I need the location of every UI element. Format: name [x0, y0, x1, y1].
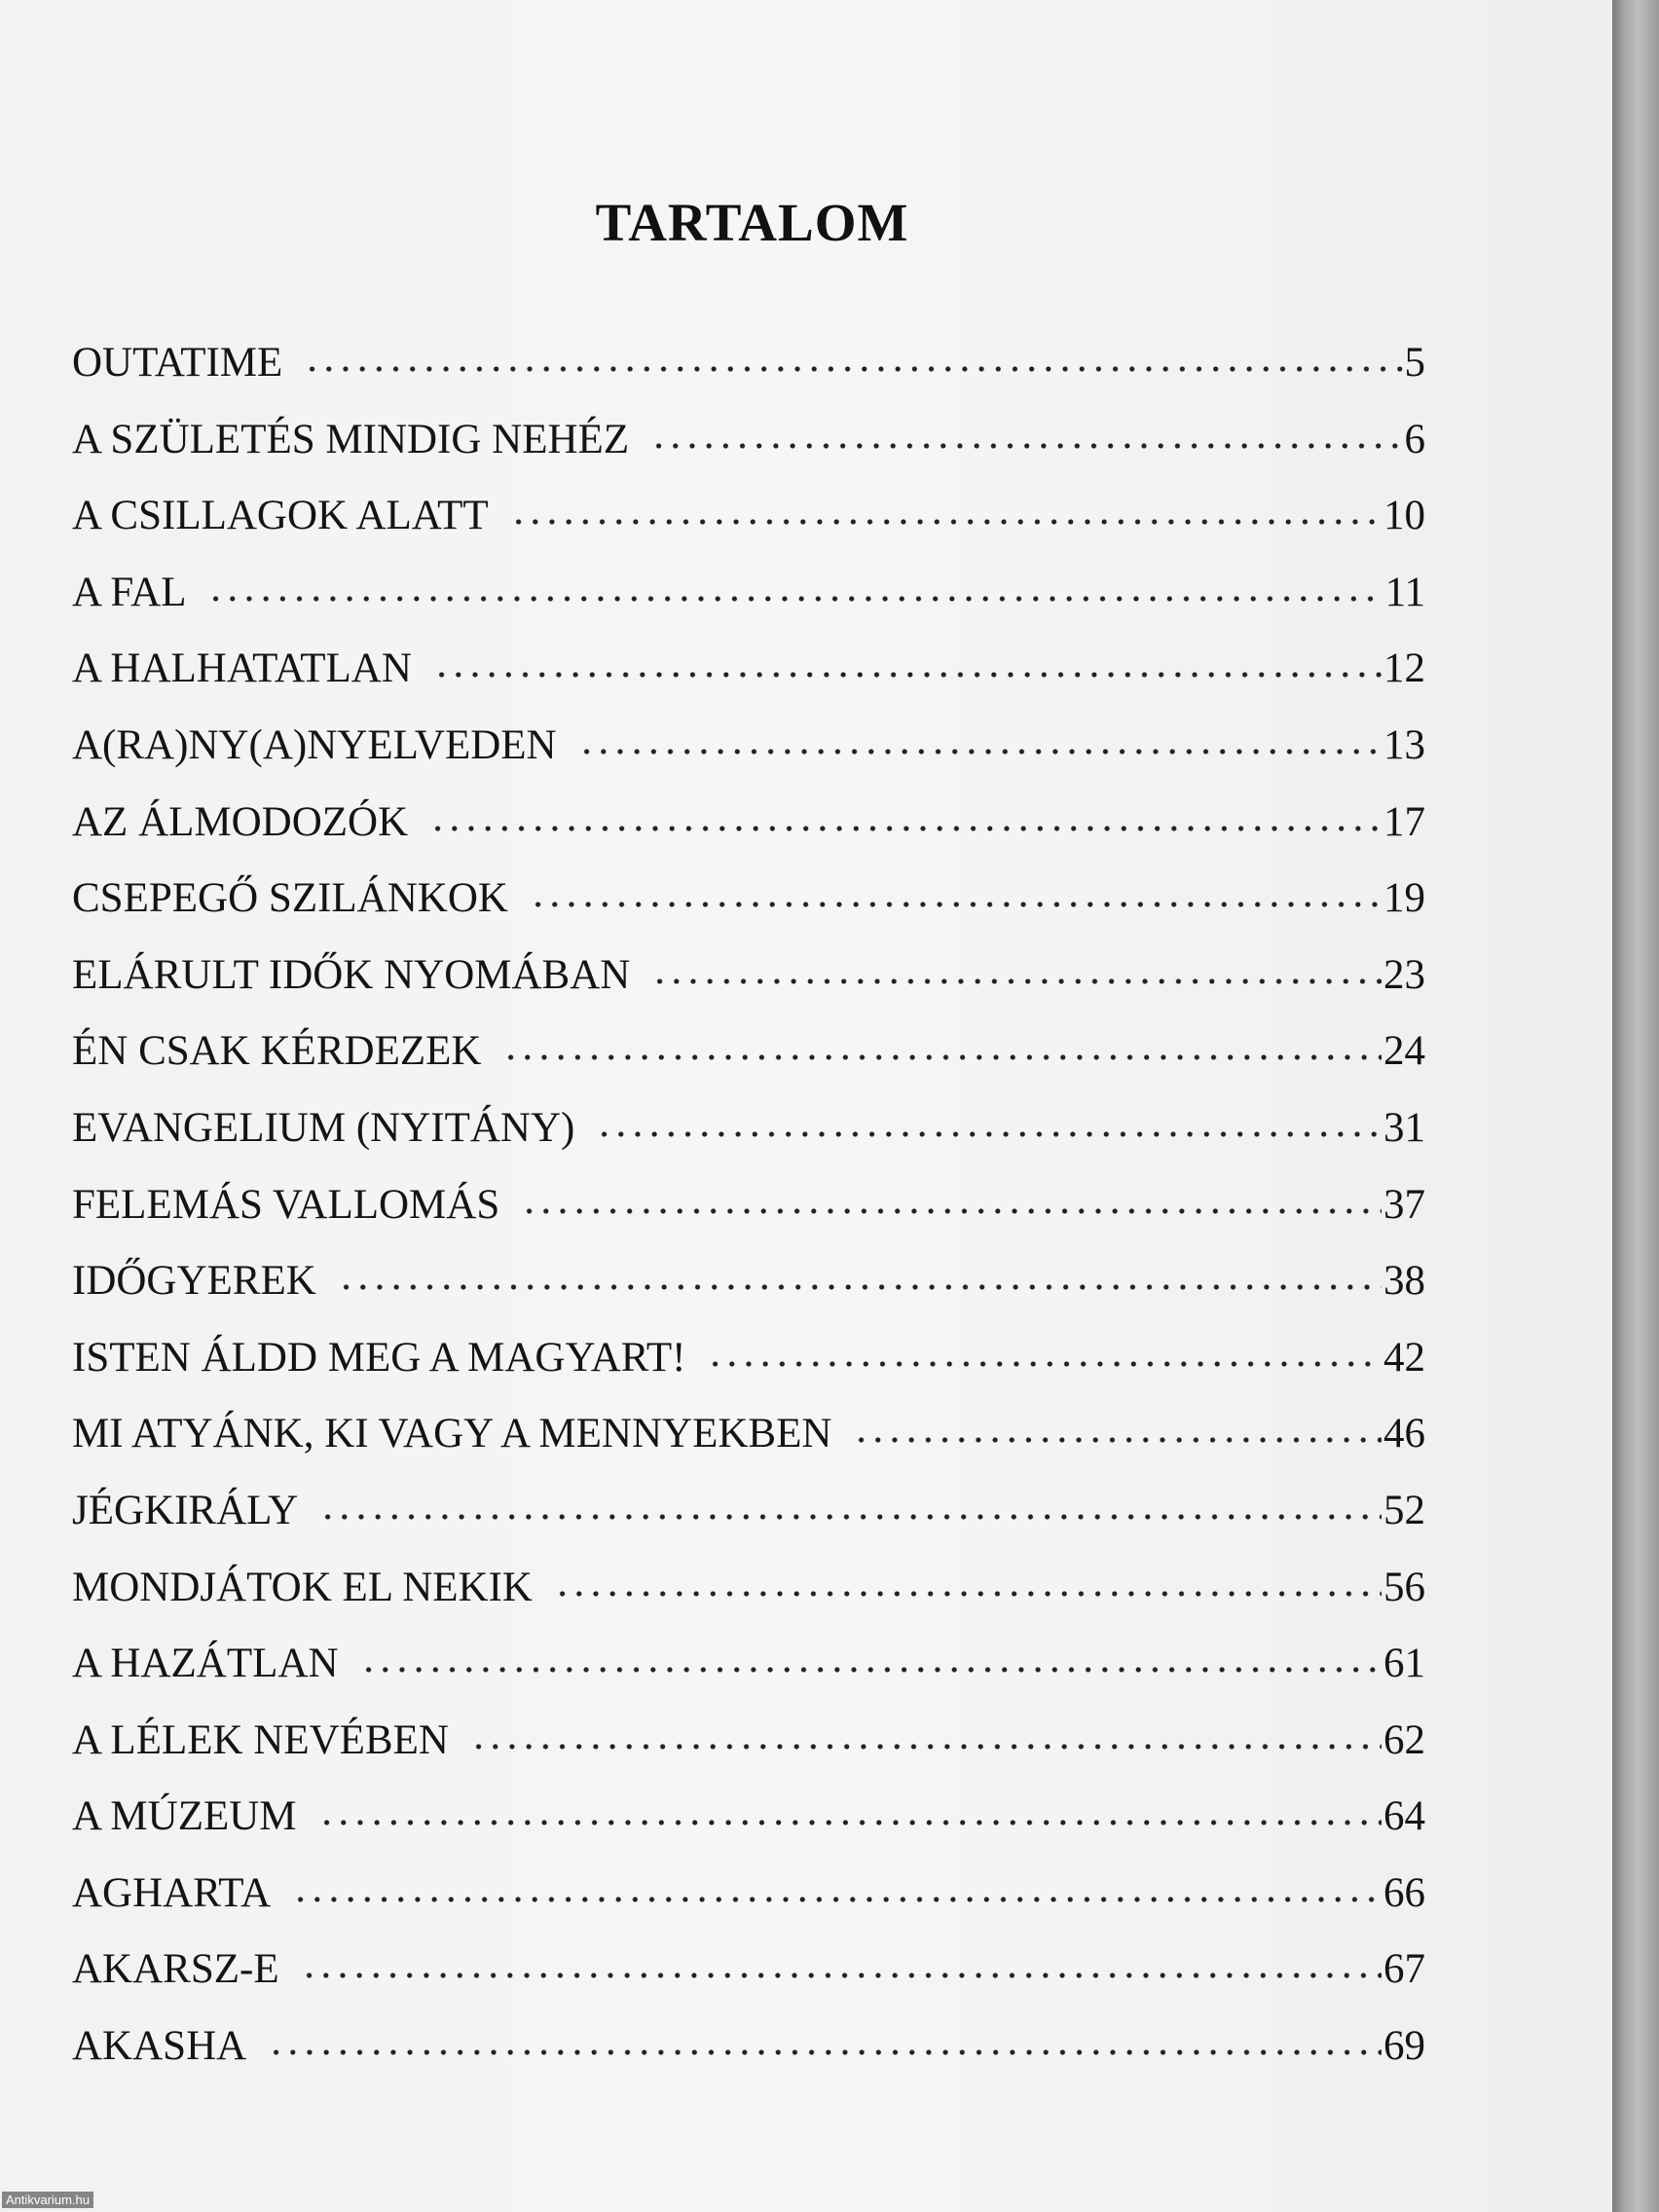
toc-entry: [72, 798, 1425, 875]
toc-entry-page-number: 56: [1383, 1564, 1425, 1610]
toc-entry-page-number: 42: [1383, 1334, 1425, 1381]
toc-entry-title: AZ ÁLMODOZÓK: [72, 798, 409, 845]
toc-entry: [72, 2022, 1425, 2099]
watermark: Antikvarium.hu: [2, 2192, 93, 2208]
toc-entry-title: EVANGELIUM (NYITÁNY): [72, 1104, 575, 1151]
toc-entry: [72, 492, 1425, 569]
dot-leader: [304, 366, 1402, 372]
toc-entry-title: OUTATIME: [72, 340, 283, 386]
page-edge-shadow: [1612, 0, 1659, 2212]
toc-entry-title: A SZÜLETÉS MINDIG NEHÉZ: [72, 416, 630, 462]
toc-entry-page-number: 23: [1383, 951, 1425, 998]
toc-entry-page-number: 6: [1404, 416, 1425, 462]
page-title: TARTALOM: [595, 192, 909, 252]
toc-entry-page-number: 13: [1383, 721, 1425, 768]
dot-leader: [301, 1972, 1382, 1978]
toc-entry-title: JÉGKIRÁLY: [72, 1487, 299, 1533]
toc-entry-title: MI ATYÁNK, KI VAGY A MENNYEKBEN: [72, 1411, 832, 1457]
toc-entry-title: A FAL: [72, 569, 187, 615]
toc-entry: [72, 416, 1425, 493]
dot-leader: [207, 596, 1382, 602]
dot-leader: [360, 1667, 1382, 1673]
toc-entry-title: ÉN CSAK KÉRDEZEK: [72, 1028, 482, 1075]
toc-entry-page-number: 52: [1383, 1487, 1425, 1533]
toc-entry-page-number: 61: [1383, 1641, 1425, 1687]
dot-leader: [554, 1591, 1382, 1597]
toc-entry-title: A(RA)NY(A)NYELVEDEN: [72, 721, 557, 768]
toc-entry: [72, 339, 1425, 416]
toc-entry-title: FELEMÁS VALLOMÁS: [72, 1181, 500, 1228]
toc-entry-title: IDŐGYEREK: [72, 1258, 316, 1305]
dot-leader: [319, 1514, 1382, 1520]
dot-leader: [318, 1820, 1382, 1825]
toc-entry-title: A LÉLEK NEVÉBEN: [72, 1716, 449, 1763]
toc-entry-page-number: 19: [1383, 875, 1425, 922]
toc-entry-title: A MÚZEUM: [72, 1793, 297, 1840]
dot-leader: [707, 1361, 1382, 1367]
dot-leader: [292, 1897, 1382, 1902]
dot-leader: [429, 826, 1382, 831]
toc-entry: [72, 1104, 1425, 1181]
toc-entry: [72, 645, 1425, 721]
dot-leader: [578, 749, 1382, 755]
toc-entry-title: A HALHATATLAN: [72, 645, 412, 692]
dot-leader: [268, 2049, 1382, 2055]
toc-entry-title: AKASHA: [72, 2023, 247, 2070]
dot-leader: [470, 1744, 1382, 1750]
toc-entry-page-number: 67: [1383, 1946, 1425, 1993]
toc-entry: [72, 721, 1425, 798]
dot-leader: [510, 519, 1382, 525]
toc-entry-page-number: 11: [1384, 569, 1425, 615]
dot-leader: [338, 1284, 1382, 1290]
dot-leader: [853, 1437, 1382, 1443]
toc-entry: [72, 1027, 1425, 1104]
toc-entry-title: A HAZÁTLAN: [72, 1641, 339, 1687]
toc-entry: [72, 1640, 1425, 1716]
toc-entry-title: AGHARTA: [72, 1869, 272, 1916]
dot-leader: [650, 443, 1402, 449]
toc-entry: [72, 1487, 1425, 1564]
toc-entry-page-number: 24: [1383, 1028, 1425, 1075]
dot-leader: [651, 978, 1382, 984]
dot-leader: [433, 672, 1382, 678]
toc-entry-title: AKARSZ-E: [72, 1946, 279, 1993]
toc-entry-page-number: 38: [1383, 1258, 1425, 1305]
toc-entry-page-number: 64: [1383, 1793, 1425, 1840]
toc-entry-page-number: 10: [1383, 493, 1425, 539]
toc-entry: [72, 1792, 1425, 1869]
toc-entry: [72, 1410, 1425, 1487]
toc-entry: [72, 1181, 1425, 1258]
toc-entry-page-number: 17: [1383, 798, 1425, 845]
toc-entry-page-number: 66: [1383, 1869, 1425, 1916]
toc-entry-page-number: 62: [1383, 1716, 1425, 1763]
toc-entry-title: CSEPEGŐ SZILÁNKOK: [72, 875, 508, 922]
toc-entry-title: ELÁRULT IDŐK NYOMÁBAN: [72, 951, 631, 998]
dot-leader: [530, 902, 1382, 907]
table-of-contents: [72, 339, 1425, 2099]
toc-entry-page-number: 31: [1383, 1104, 1425, 1151]
toc-entry-page-number: 37: [1383, 1181, 1425, 1228]
toc-entry-page-number: 5: [1404, 340, 1425, 386]
toc-entry: [72, 1564, 1425, 1641]
toc-entry-page-number: 69: [1383, 2023, 1425, 2070]
toc-entry-title: ISTEN ÁLDD MEG A MAGYART!: [72, 1334, 686, 1381]
toc-entry-page-number: 46: [1383, 1411, 1425, 1457]
dot-leader: [521, 1208, 1382, 1214]
toc-entry: [72, 1869, 1425, 1946]
toc-entry-title: A CSILLAGOK ALATT: [72, 493, 489, 539]
toc-entry: [72, 1334, 1425, 1411]
toc-entry: [72, 951, 1425, 1028]
toc-entry: [72, 874, 1425, 951]
toc-entry: [72, 1945, 1425, 2022]
dot-leader: [502, 1054, 1382, 1060]
toc-entry: [72, 569, 1425, 645]
toc-entry-page-number: 12: [1383, 645, 1425, 692]
dot-leader: [596, 1131, 1382, 1137]
toc-entry: [72, 1716, 1425, 1793]
toc-entry: [72, 1257, 1425, 1334]
toc-entry-title: MONDJÁTOK EL NEKIK: [72, 1564, 533, 1610]
